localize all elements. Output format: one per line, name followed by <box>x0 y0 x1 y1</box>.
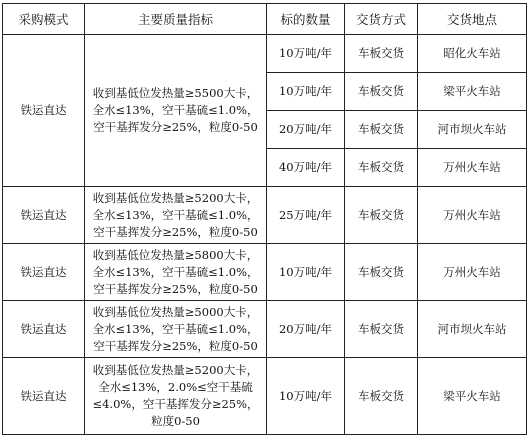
quantity-cell: 40万吨/年 <box>267 149 345 187</box>
quality-line: 收到基低位发热量≥5800大卡， <box>92 247 259 262</box>
quality-line: 全水≤13%，空干基硫≤1.0%， <box>92 207 259 222</box>
table-row <box>3 35 527 73</box>
location-cell: 万州火车站 <box>418 187 527 244</box>
delivery-cell: 车板交货 <box>345 35 418 73</box>
mode-cell: 铁运直达 <box>3 187 85 244</box>
table-row <box>3 187 527 244</box>
header-mode: 采购模式 <box>3 4 85 35</box>
location-cell: 万州火车站 <box>418 149 527 187</box>
header-location: 交货地点 <box>418 4 527 35</box>
quality-line: 空干基挥发分≥25%，粒度0-50 <box>93 120 258 134</box>
quantity-cell: 10万吨/年 <box>267 73 345 111</box>
mode-cell: 铁运直达 <box>3 244 85 301</box>
location-cell: 万州火车站 <box>418 244 527 301</box>
quality-line: 收到基低位发热量≥5200大卡， <box>92 190 259 205</box>
header-quantity: 标的数量 <box>267 4 345 35</box>
delivery-cell: 车板交货 <box>345 244 418 301</box>
quantity-cell: 10万吨/年 <box>267 35 345 73</box>
quality-cell <box>85 301 267 358</box>
quality-line: ≤4.0%，空干基挥发分≥25%， <box>92 397 259 411</box>
location-cell: 昭化火车站 <box>418 35 527 73</box>
mode-cell: 铁运直达 <box>3 35 85 187</box>
table-row <box>3 301 527 358</box>
quality-line: 空干基挥发分≥25%，粒度0-50 <box>93 224 258 239</box>
quality-cell <box>85 358 267 435</box>
header-delivery: 交货方式 <box>345 4 418 35</box>
delivery-cell: 车板交货 <box>345 73 418 111</box>
quality-line: 粒度0-50 <box>151 414 200 428</box>
quality-line: 收到基低位发热量≥5000大卡， <box>92 304 259 319</box>
table-row <box>3 244 527 301</box>
quality-line: 收到基低位发热量≥5500大卡， <box>92 86 259 100</box>
quantity-cell: 10万吨/年 <box>267 358 345 435</box>
header-quality: 主要质量指标 <box>85 4 267 35</box>
quality-line: 空干基挥发分≥25%，粒度0-50 <box>93 281 258 296</box>
quality-line: 全水≤13%，空干基硫≤1.0%， <box>92 264 259 279</box>
quality-line: 收到基低位发热量≥5200大卡， <box>92 363 259 377</box>
quality-line: 全水≤13%，空干基硫≤1.0%， <box>92 103 259 117</box>
delivery-cell: 车板交货 <box>345 187 418 244</box>
quantity-cell: 10万吨/年 <box>267 244 345 301</box>
mode-cell: 铁运直达 <box>3 301 85 358</box>
table-row <box>3 358 527 435</box>
location-cell: 梁平火车站 <box>418 73 527 111</box>
quantity-cell: 20万吨/年 <box>267 301 345 358</box>
quality-line: 全水≤13%，空干基硫≤1.0%， <box>92 321 259 336</box>
quantity-cell: 25万吨/年 <box>267 187 345 244</box>
mode-cell: 铁运直达 <box>3 358 85 435</box>
location-cell: 河市坝火车站 <box>418 301 527 358</box>
delivery-cell: 车板交货 <box>345 358 418 435</box>
quantity-cell: 20万吨/年 <box>267 111 345 149</box>
delivery-cell: 车板交货 <box>345 301 418 358</box>
procurement-table <box>2 3 527 435</box>
location-cell: 河市坝火车站 <box>418 111 527 149</box>
quality-line: 全水≤13%，2.0%≤空干基硫 <box>98 380 253 394</box>
header-row <box>3 4 527 35</box>
quality-cell <box>85 35 267 187</box>
delivery-cell: 车板交货 <box>345 111 418 149</box>
location-cell: 梁平火车站 <box>418 358 527 435</box>
quality-cell <box>85 244 267 301</box>
quality-cell <box>85 187 267 244</box>
quality-line: 空干基挥发分≥25%，粒度0-50 <box>93 338 258 353</box>
delivery-cell: 车板交货 <box>345 149 418 187</box>
